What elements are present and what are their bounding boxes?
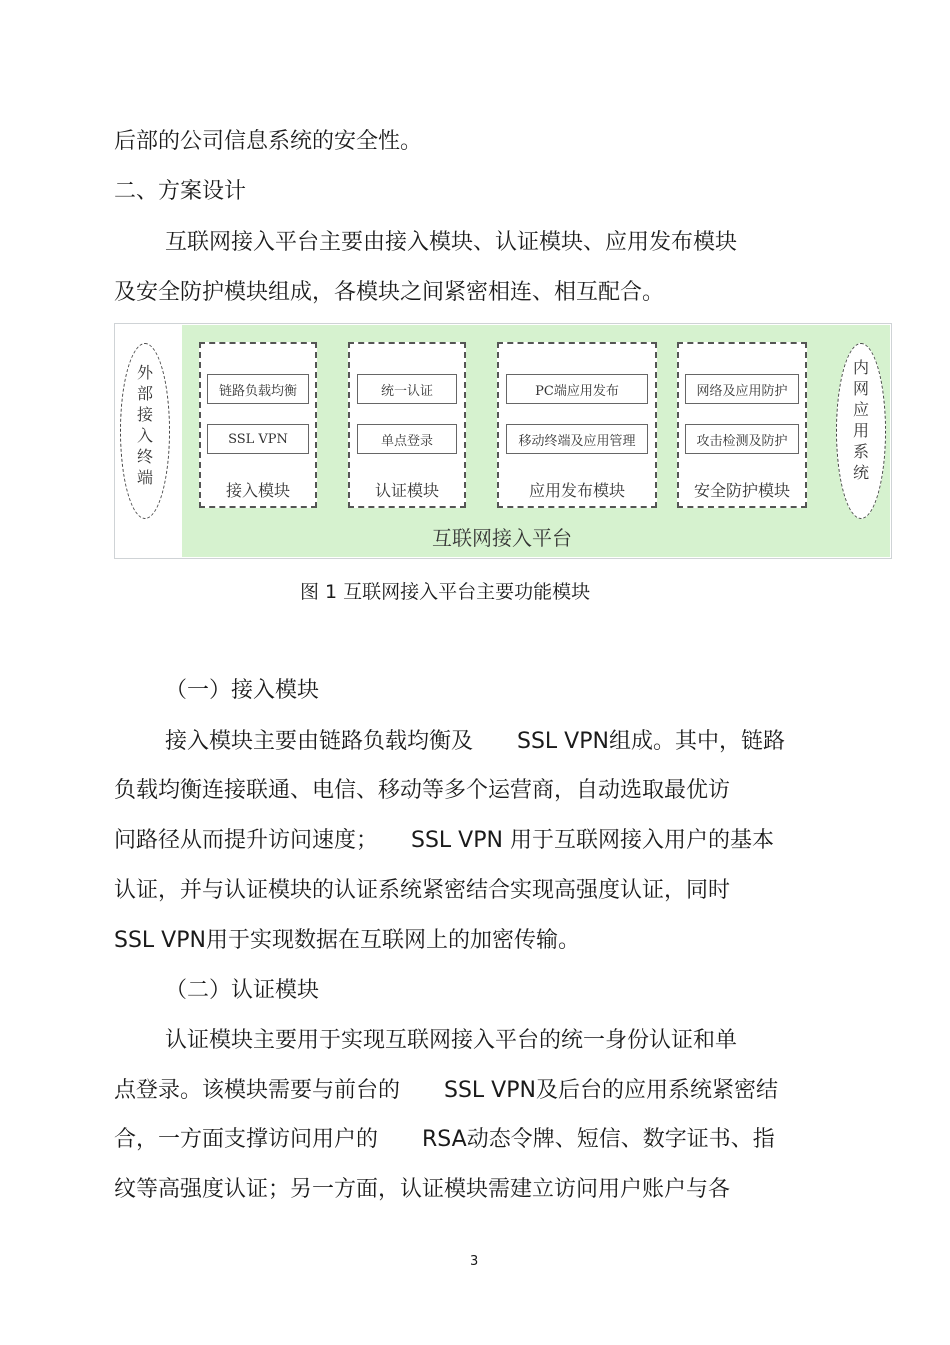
paragraph-line: 纹等高强度认证；另一方面，认证模块需建立访问用户账户与各 <box>114 1177 731 1202</box>
paragraph-line: 认证模块主要用于实现互联网接入平台的统一身份认证和单 <box>165 1028 738 1053</box>
app-publish-module-label: 应用发布模块 <box>528 481 625 500</box>
paragraph-line: 接入模块主要由链路负载均衡及 SSL VPN组成。其中，链路 <box>165 729 785 754</box>
paragraph-line: 负载均衡连接联通、电信、移动等多个运营商，自动选取最优访 <box>114 778 731 803</box>
intranet-system-label: 内 网 应 用 系 统 <box>852 358 869 482</box>
paragraph-line: 点登录。该模块需要与前台的 SSL VPN及后台的应用系统紧密结 <box>114 1078 778 1103</box>
paragraph-line: 问路径从而提升访问速度； SSL VPN 用于互联网接入用户的基本 <box>114 828 774 853</box>
paragraph-line: 合，一方面支撑访问用户的 RSA动态令牌、短信、数字证书、指 <box>114 1127 775 1152</box>
load-balance-box: 链路负载均衡 <box>207 374 309 404</box>
attack-detection-box: 攻击检测及防护 <box>685 424 799 454</box>
network-protection-box: 网络及应用防护 <box>685 374 799 404</box>
sso-box: 单点登录 <box>357 424 457 454</box>
paragraph-line: 认证，并与认证模块的认证系统紧密结合实现高强度认证，同时 <box>114 878 731 903</box>
paragraph-line: 及安全防护模块组成，各模块之间紧密相连、相互配合。 <box>114 280 665 305</box>
architecture-figure <box>114 323 892 559</box>
paragraph-line: 互联网接入平台主要由接入模块、认证模块、应用发布模块 <box>165 230 738 255</box>
auth-module-label: 认证模块 <box>374 481 439 500</box>
page-number: 3 <box>470 1254 479 1269</box>
security-module-label: 安全防护模块 <box>693 481 790 500</box>
external-terminal-label: 外 部 接 入 终 端 <box>136 363 153 487</box>
unified-auth-box: 统一认证 <box>357 374 457 404</box>
paragraph-line: 后部的公司信息系统的安全性。 <box>114 129 423 154</box>
pc-publish-box: PC端应用发布 <box>506 374 648 404</box>
ssl-vpn-box: SSL VPN <box>207 424 309 454</box>
section-heading: （二）认证模块 <box>165 978 320 1003</box>
access-module-label: 接入模块 <box>225 481 290 500</box>
figure-caption: 图 1 互联网接入平台主要功能模块 <box>300 581 591 603</box>
mobile-management-box: 移动终端及应用管理 <box>506 424 648 454</box>
section-heading: （一）接入模块 <box>165 678 320 703</box>
platform-label: 互联网接入平台 <box>432 526 572 550</box>
section-heading: 二、方案设计 <box>114 179 247 204</box>
paragraph-line: SSL VPN用于实现数据在互联网上的加密传输。 <box>114 928 580 953</box>
